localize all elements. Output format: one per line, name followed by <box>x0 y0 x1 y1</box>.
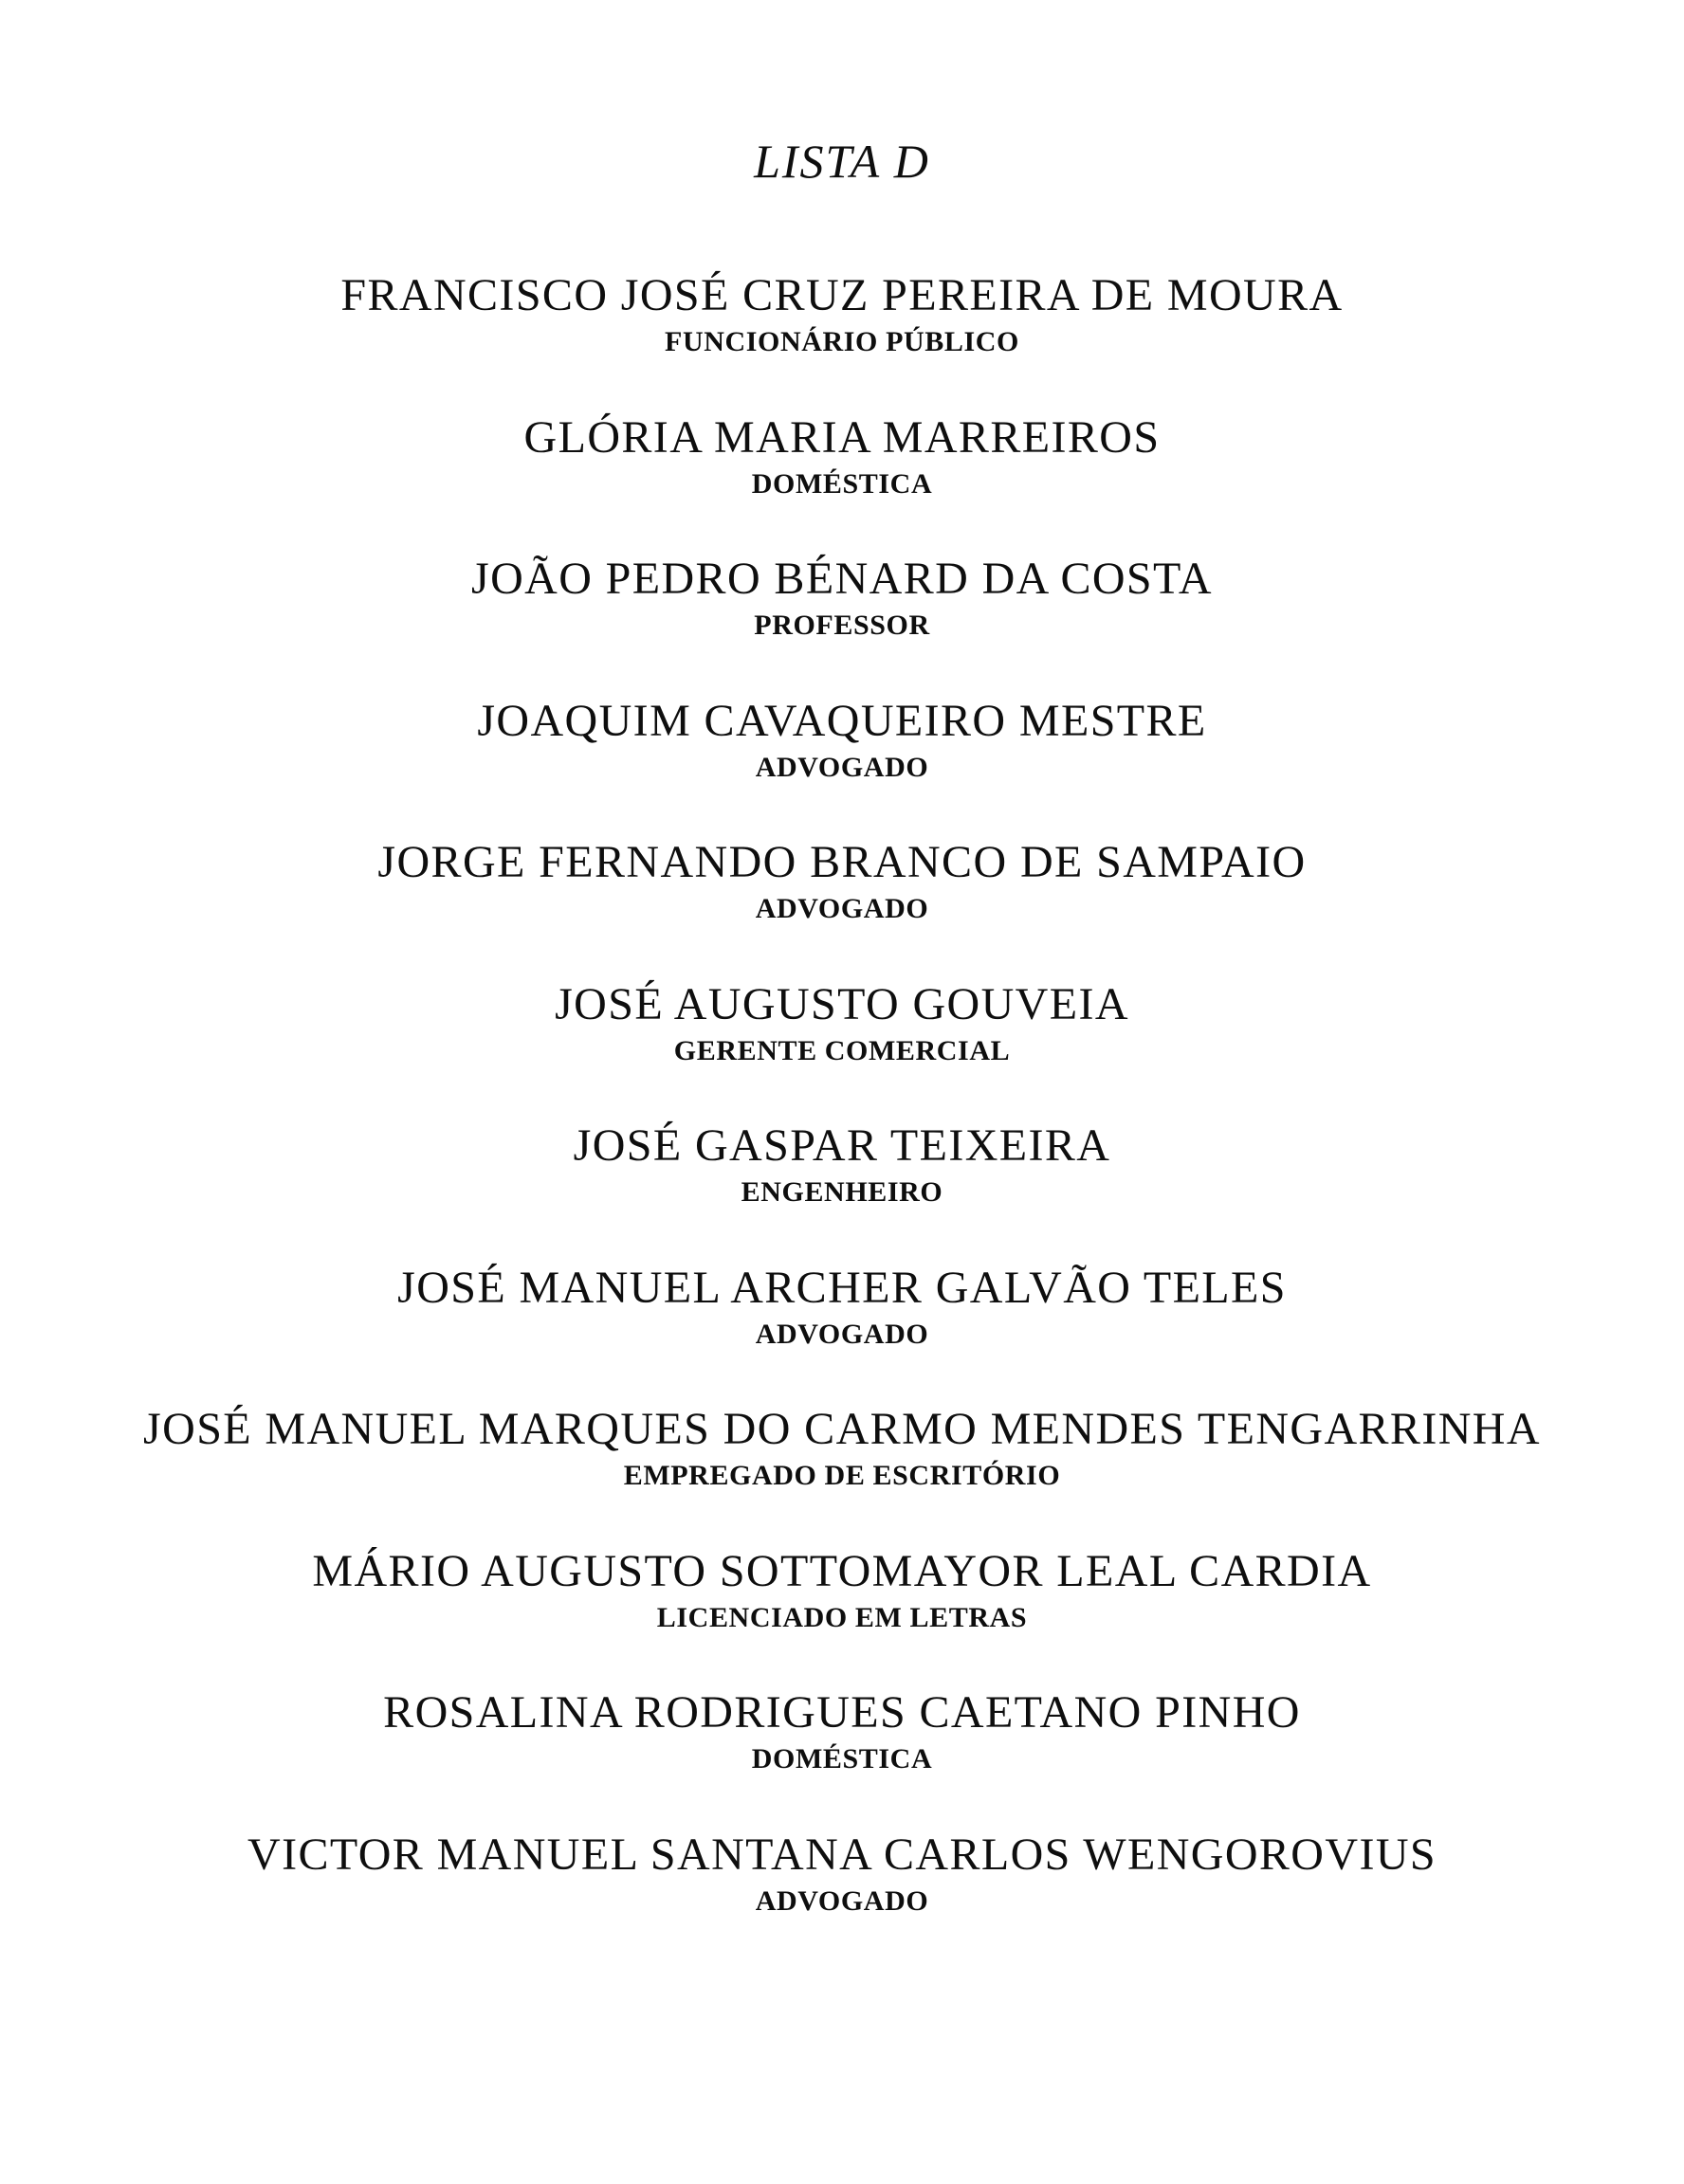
candidate-name: JORGE FERNANDO BRANCO DE SAMPAIO <box>377 837 1307 887</box>
candidate-occupation: LICENCIADO EM LETRAS <box>656 1601 1028 1633</box>
candidate-occupation: GERENTE COMERCIAL <box>673 1034 1011 1066</box>
candidate-entry <box>0 834 1684 976</box>
candidate-occupation: ADVOGADO <box>755 893 929 924</box>
candidate-entry <box>0 976 1684 1119</box>
candidate-name: JOSÉ GASPAR TEIXEIRA <box>573 1120 1111 1171</box>
candidate-name: JOAQUIM CAVAQUEIRO MESTRE <box>477 695 1207 746</box>
candidate-entry <box>0 1827 1684 1969</box>
candidate-name: JOSÉ MANUEL MARQUES DO CARMO MENDES TENGARRINHA <box>143 1404 1541 1454</box>
candidate-entry <box>0 1684 1684 1827</box>
candidate-name: JOSÉ AUGUSTO GOUVEIA <box>555 978 1129 1029</box>
candidate-entry <box>0 693 1684 835</box>
candidate-entry <box>0 551 1684 693</box>
candidate-entry <box>0 410 1684 552</box>
candidate-occupation: FUNCIONÁRIO PÚBLICO <box>665 326 1019 357</box>
candidate-occupation: PROFESSOR <box>754 610 930 641</box>
candidate-entry <box>0 267 1684 410</box>
candidate-occupation: DOMÉSTICA <box>751 467 933 500</box>
candidate-occupation: ENGENHEIRO <box>741 1176 943 1208</box>
candidate-entry <box>0 1401 1684 1543</box>
candidate-occupation: ADVOGADO <box>755 1884 929 1917</box>
candidate-entry <box>0 1260 1684 1402</box>
candidate-name: FRANCISCO JOSÉ CRUZ PEREIRA DE MOURA <box>340 270 1344 320</box>
candidate-name: MÁRIO AUGUSTO SOTTOMAYOR LEAL CARDIA <box>312 1545 1372 1596</box>
candidate-name: ROSALINA RODRIGUES CAETANO PINHO <box>383 1687 1301 1738</box>
candidate-name: JOSÉ MANUEL ARCHER GALVÃO TELES <box>397 1262 1287 1313</box>
candidate-occupation: DOMÉSTICA <box>751 1743 933 1774</box>
candidate-name: GLÓRIA MARIA MARREIROS <box>523 411 1161 463</box>
candidate-occupation: EMPREGADO DE ESCRITÓRIO <box>623 1460 1061 1491</box>
candidate-list <box>0 267 1684 1968</box>
list-title: LISTA D <box>754 135 930 188</box>
candidate-name: VICTOR MANUEL SANTANA CARLOS WENGOROVIUS <box>247 1829 1437 1880</box>
candidate-occupation: ADVOGADO <box>755 751 929 783</box>
candidate-entry <box>0 1118 1684 1260</box>
candidate-name: JOÃO PEDRO BÉNARD DA COSTA <box>471 554 1213 604</box>
candidate-occupation: ADVOGADO <box>755 1318 929 1350</box>
candidate-entry <box>0 1543 1684 1685</box>
